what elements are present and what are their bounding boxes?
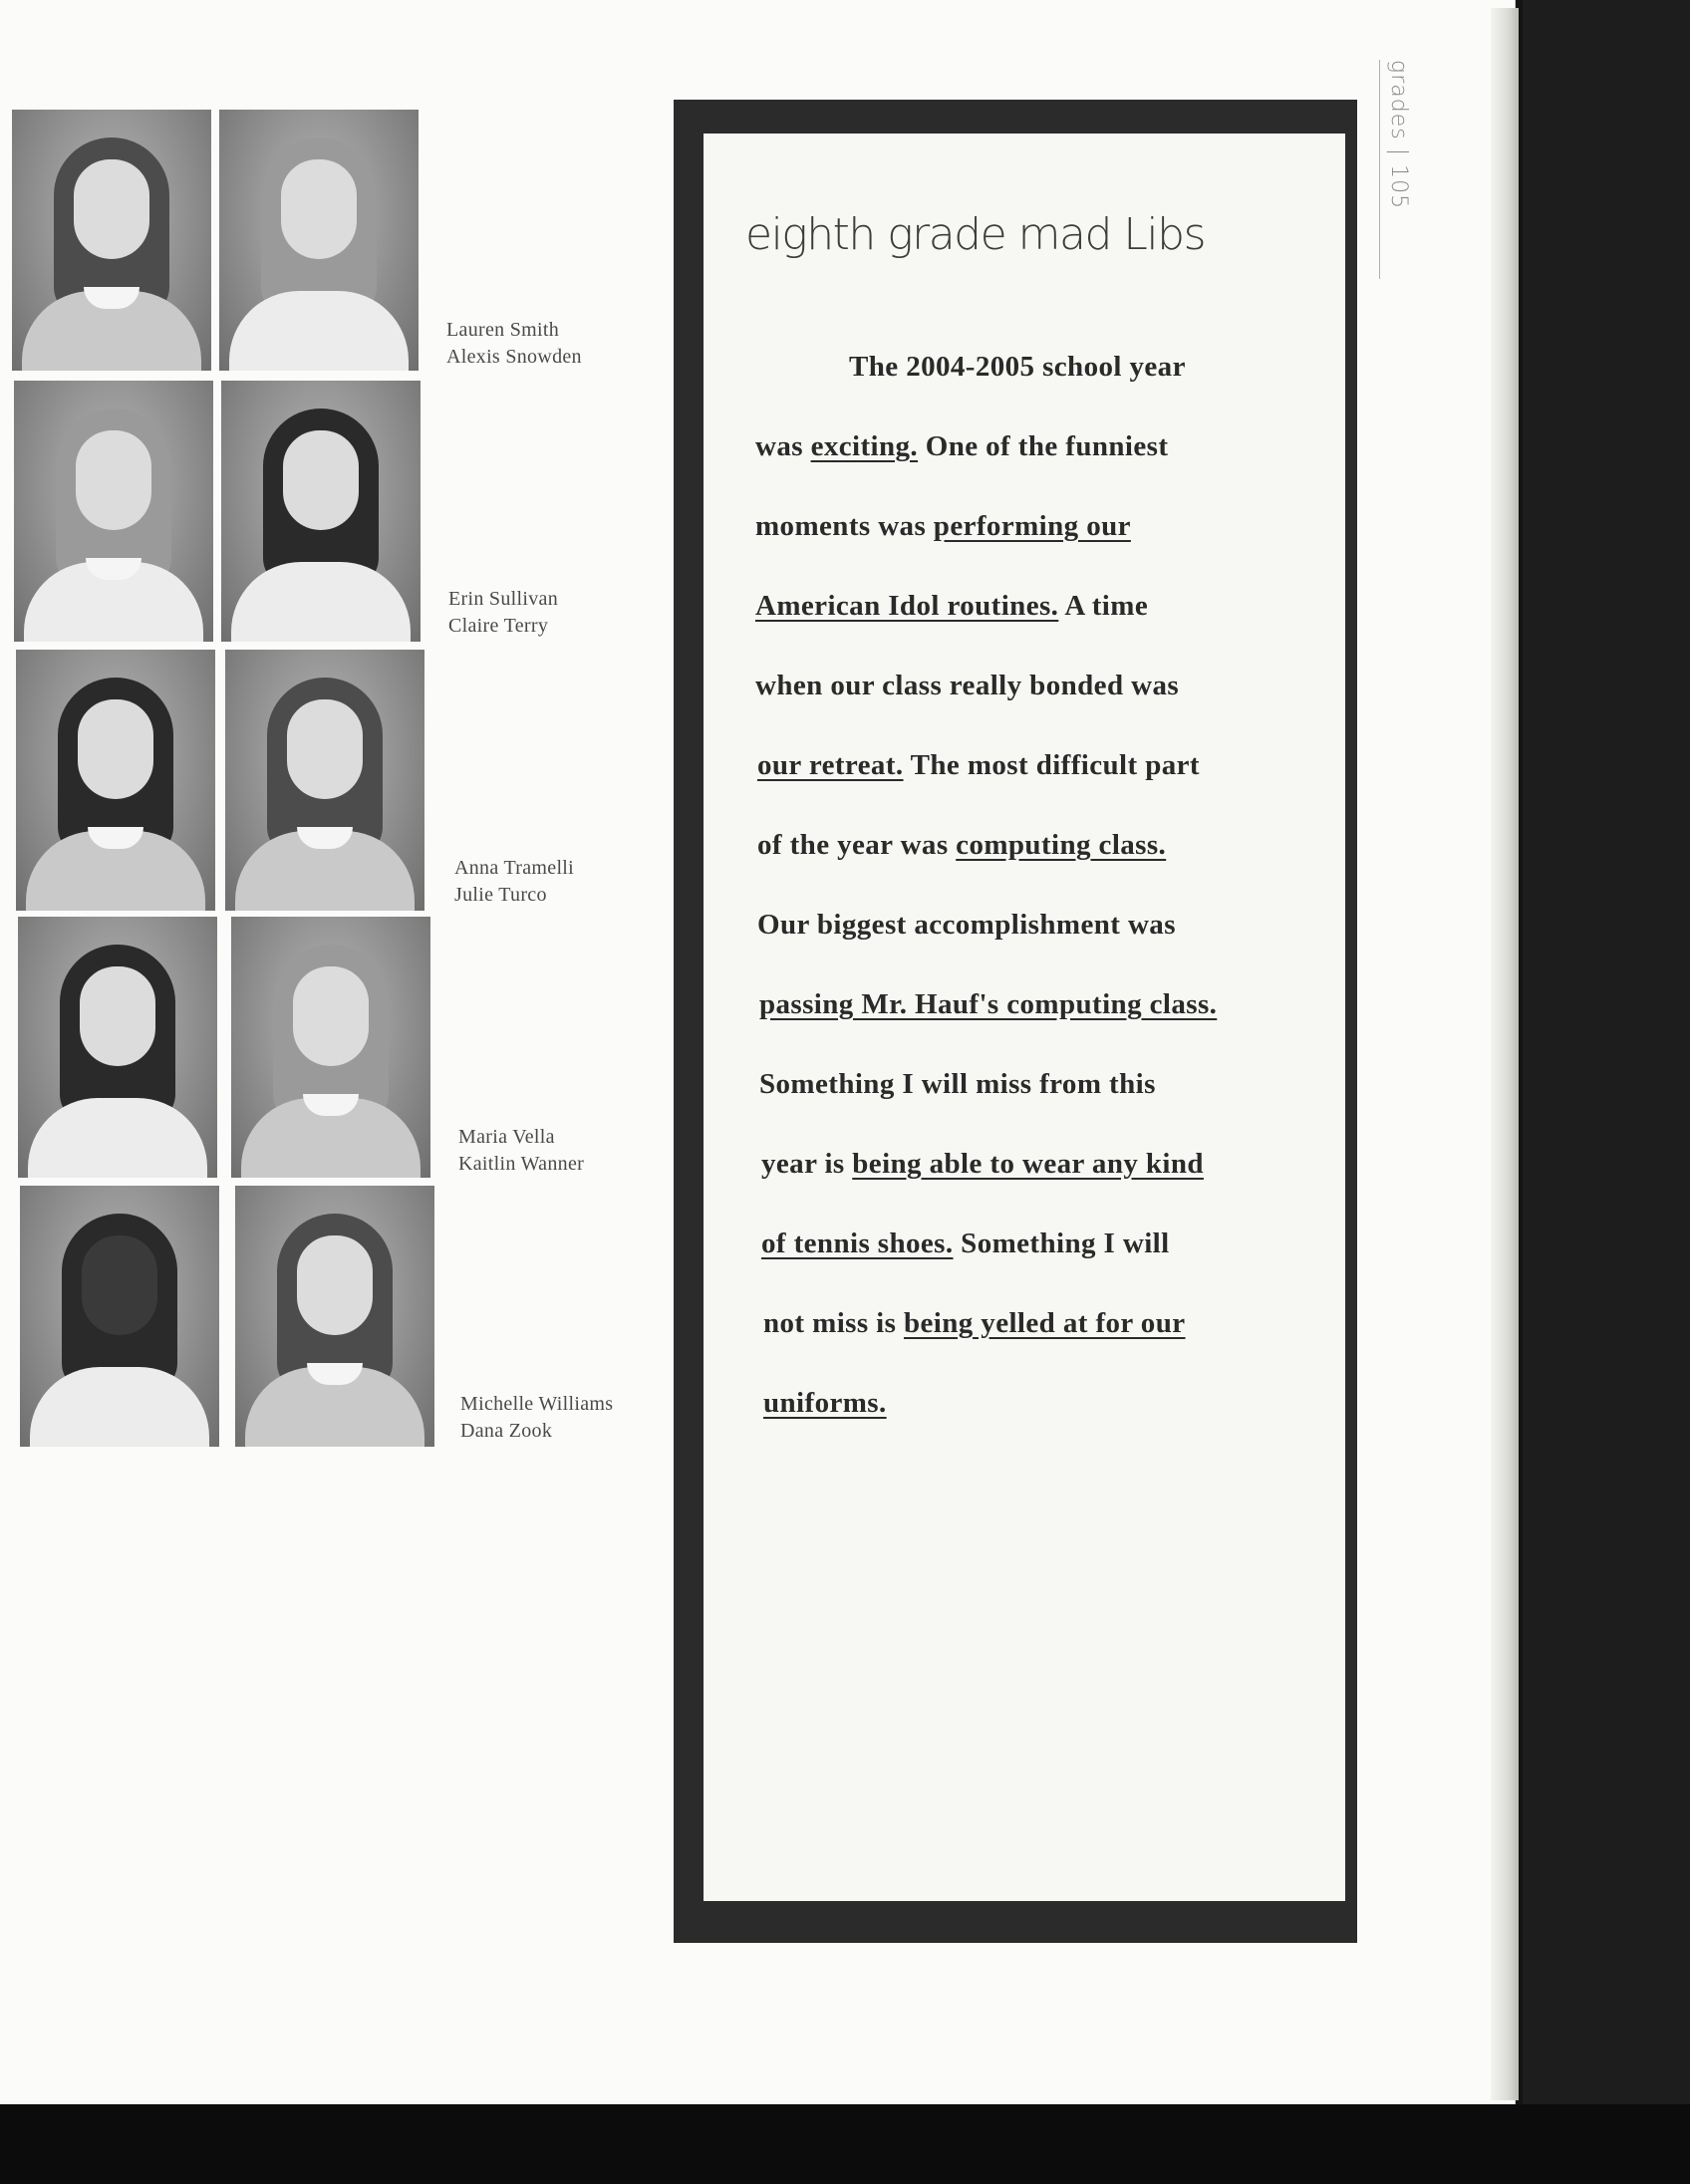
madlibs-line <box>757 749 1200 782</box>
student-name: Anna Tramelli <box>454 857 575 879</box>
madlibs-text: The most difficult part <box>903 749 1200 781</box>
madlibs-line <box>761 1228 1170 1260</box>
student-name: Erin Sullivan <box>448 588 559 610</box>
madlibs-answer: being yelled at for our <box>903 1307 1186 1339</box>
madlibs-line <box>757 909 1176 942</box>
student-name: Claire Terry <box>448 615 549 637</box>
student-photo-anna-tramelli <box>16 650 215 911</box>
background-right <box>1523 0 1690 2184</box>
madlibs-answer: being able to wear any kind <box>852 1148 1204 1180</box>
madlibs-answer: our retreat. <box>757 749 904 781</box>
madlibs-line <box>755 670 1179 702</box>
madlibs-text: The 2004-2005 school year <box>849 351 1186 383</box>
madlibs-line <box>755 510 1131 543</box>
madlibs-text: of the year was <box>757 829 957 861</box>
student-photo-dana-zook <box>235 1186 434 1447</box>
madlibs-text: A time <box>1058 590 1149 622</box>
madlibs-line <box>763 1387 887 1420</box>
student-names-row-2 <box>448 586 558 640</box>
madlibs-line <box>757 829 1166 862</box>
student-name: Alexis Snowden <box>446 346 582 368</box>
madlibs-answer: of tennis shoes. <box>761 1228 954 1259</box>
madlibs-answer: American Idol routines. <box>755 590 1059 622</box>
madlibs-title: eighth grade mad Libs <box>745 209 1205 260</box>
madlibs-text: One of the funniest <box>918 430 1169 462</box>
madlibs-answer: performing our <box>933 510 1131 542</box>
student-name: Julie Turco <box>454 884 547 906</box>
madlibs-line <box>849 351 1186 384</box>
student-names-row-4 <box>458 1124 584 1178</box>
madlibs-line <box>755 430 1168 463</box>
madlibs-text: moments was <box>755 510 934 542</box>
madlibs-answer: uniforms. <box>763 1387 887 1419</box>
madlibs-line <box>759 988 1217 1021</box>
student-name: Maria Vella <box>458 1126 555 1148</box>
madlibs-line <box>763 1307 1186 1340</box>
madlibs-answer: exciting. <box>810 430 919 462</box>
madlibs-text: was <box>755 430 811 462</box>
madlibs-text: not miss is <box>763 1307 904 1339</box>
student-name: Dana Zook <box>460 1420 553 1442</box>
madlibs-text: when our class really bonded was <box>755 670 1180 701</box>
student-photo-julie-turco <box>225 650 424 911</box>
side-tab-label <box>1386 60 1411 209</box>
page-number: 105 <box>1386 164 1411 210</box>
madlibs-answer: passing Mr. Hauf's computing class. <box>759 988 1218 1020</box>
student-photo-maria-vella <box>18 917 217 1178</box>
madlibs-line <box>759 1068 1156 1101</box>
section-name: grades <box>1386 60 1411 140</box>
madlibs-line <box>755 590 1148 623</box>
student-names-row-1 <box>446 317 582 371</box>
student-name: Kaitlin Wanner <box>458 1153 585 1175</box>
student-photo-michelle-williams <box>20 1186 219 1447</box>
student-photo-kaitlin-wanner <box>231 917 430 1178</box>
student-name: Michelle Williams <box>460 1393 614 1415</box>
student-name: Lauren Smith <box>446 319 560 341</box>
tab-separator: | <box>1386 147 1411 165</box>
student-photo-alexis-snowden <box>219 110 419 371</box>
madlibs-text: Our biggest accomplishment was <box>757 909 1176 941</box>
student-photo-claire-terry <box>221 381 421 642</box>
page-edge <box>1491 8 1519 2100</box>
madlibs-text: Something I will <box>953 1228 1170 1259</box>
student-photo-lauren-smith <box>12 110 211 371</box>
madlibs-answer: computing class. <box>956 829 1167 861</box>
background-bottom <box>0 2104 1690 2184</box>
madlibs-line <box>761 1148 1204 1181</box>
madlibs-text: year is <box>761 1148 853 1180</box>
student-names-row-5 <box>460 1391 613 1445</box>
madlibs-text: Something I will miss from this <box>759 1068 1156 1100</box>
student-names-row-3 <box>454 855 574 909</box>
student-photo-erin-sullivan <box>14 381 213 642</box>
